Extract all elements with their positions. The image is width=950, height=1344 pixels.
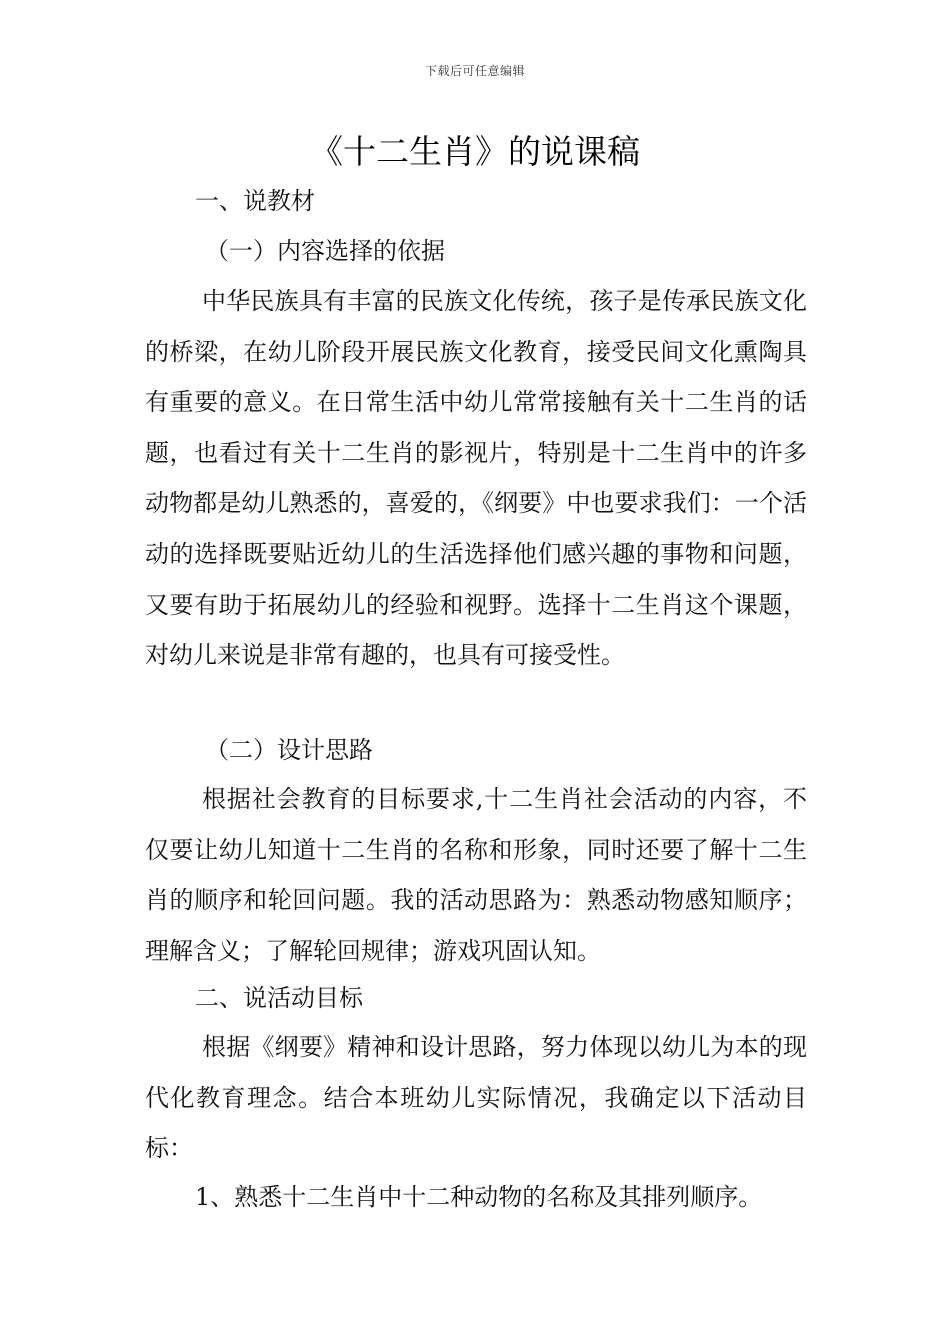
paragraph-content-basis: 中华民族具有丰富的民族文化传统，孩子是传承民族文化的桥梁，在幼儿阶段开展民族文化教育，接受民间文化熏陶具有重要的意义。在日常生活中幼儿常常接触有关十二生肖的话题，也看过有关十二生肖的影视片，特别是十二生肖中的许多动物都是幼儿熟悉的，喜爱的，《纲要》中也要求我们：一个活动的选择既要贴近幼儿的生活选择他们感兴趣的事物和问题，又要有助于拓展幼儿的经验和视野。选择十二生肖这个课题，对幼儿来说是非常有趣的，也具有可接受性。 bbox=[145, 287, 807, 670]
header-note: 下载后可任意编辑 bbox=[424, 64, 525, 78]
section-heading-1: 一、说教材 bbox=[195, 187, 315, 215]
document-title: 《十二生肖》的说课稿 bbox=[310, 132, 640, 171]
subsection-heading-1: （一）内容选择的依据 bbox=[205, 237, 445, 265]
section-heading-2: 二、说活动目标 bbox=[195, 984, 363, 1012]
goal-item-1: 1、熟悉十二生肖中十二种动物的名称及其排列顺序。 bbox=[195, 1183, 763, 1211]
paragraph-goals-intro: 根据《纲要》精神和设计思路，努力体现以幼儿为本的现代化教育理念。结合本班幼儿实际情况，我确定以下活动目标： bbox=[145, 1033, 807, 1163]
subsection-heading-2: （二）设计思路 bbox=[205, 736, 373, 764]
paragraph-design-idea: 根据社会教育的目标要求,十二生肖社会活动的内容，不仅要让幼儿知道十二生肖的名称和形象，同时还要了解十二生肖的顺序和轮回问题。我的活动思路为：熟悉动物感知顺序；理解含义；了解轮回规律；游戏巩固认知。 bbox=[145, 785, 807, 965]
